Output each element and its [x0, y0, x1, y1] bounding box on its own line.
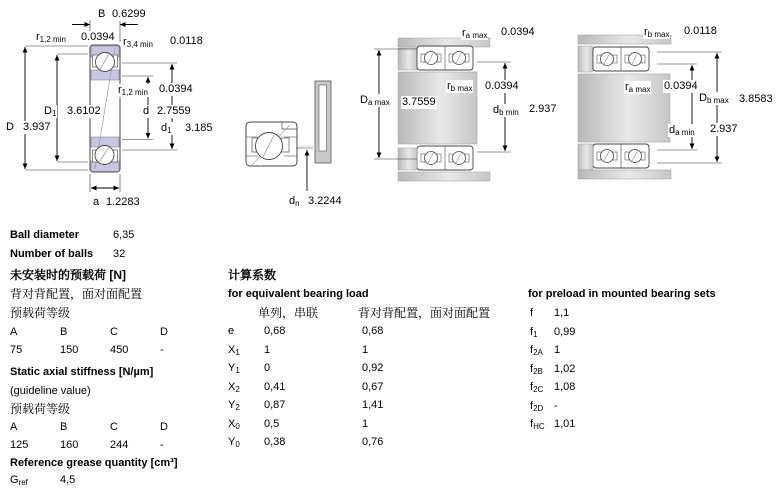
- factors-col2-header: 背对背配置，面对面配置: [358, 306, 491, 320]
- dim-Db-max-symbol: $D_{b max}$: [699, 92, 729, 105]
- factor-X2-symbol: $X_2$: [228, 381, 240, 394]
- ball-diameter-label: Ball diameter: [10, 229, 80, 241]
- factor-Y1-symbol: $Y_1$: [228, 362, 240, 375]
- dim-D-value: 3.937: [23, 121, 51, 133]
- factors-subtitle: for equivalent bearing load: [228, 288, 369, 300]
- dim-Da-max-symbol: $D_{a max}$: [360, 94, 390, 107]
- dim-rb-max-symbol: $r_{b max}$: [447, 80, 473, 93]
- preload-value-C: 450: [110, 344, 129, 356]
- pf-f2B-symbol: $f_{2B}$: [530, 363, 543, 376]
- factor-Y1-v1: 0: [264, 362, 271, 374]
- preload-arrangement: 背对背配置，面对面配置: [10, 287, 143, 301]
- stiffness-title: Static axial stiffness [N/µm]: [10, 366, 154, 378]
- factor-Y0-v1: 0,38: [264, 436, 286, 448]
- factor-X0-symbol: $X_0$: [228, 418, 240, 431]
- pf-f1-symbol: $f_1$: [530, 326, 538, 339]
- factor-e-symbol: e: [228, 325, 235, 337]
- factor-X2-v1: 0,41: [264, 381, 286, 393]
- preload-header-C: C: [110, 326, 118, 338]
- dim-db-min-symbol: $d_{b min}$: [493, 104, 519, 117]
- ball-diameter-value: 6,35: [113, 229, 135, 241]
- dim-rb-max2-value: 0.0118: [684, 25, 717, 37]
- dim-db-min-value: 2.937: [529, 103, 557, 115]
- dim-r34-symbol: $r_{3,4 min}$: [123, 36, 153, 49]
- stiffness-subtitle: (guideline value): [10, 385, 91, 397]
- pf-fHC-symbol: $f_{HC}$: [530, 418, 545, 431]
- dim-d-symbol: d: [143, 105, 150, 117]
- factor-X1-v2: 1: [362, 344, 369, 356]
- factor-Y2-symbol: $Y_2$: [228, 399, 240, 412]
- dim-d1-value: 3.185: [185, 122, 213, 134]
- factor-X0-v1: 0,5: [264, 418, 280, 430]
- factors-col1-header: 单列，串联: [258, 306, 319, 320]
- dim-D1-symbol: $D_1$: [44, 105, 57, 118]
- dim-ra-max2-symbol: $r_{a max}$: [625, 81, 651, 94]
- dim-r12-right-symbol: $r_{1,2 min}$: [118, 84, 148, 97]
- pf-f2C-symbol: $f_{2C}$: [530, 381, 544, 394]
- dim-rb-max-value: 0.0394: [485, 80, 519, 92]
- number-of-balls-label: Number of balls: [10, 248, 94, 260]
- dim-D-symbol: D: [6, 121, 14, 133]
- stiffness-header-C: C: [110, 421, 118, 433]
- pf-f1-value: 0,99: [554, 326, 576, 338]
- factor-Y1-v2: 0,92: [362, 362, 384, 374]
- dim-da-min-value: 2.937: [710, 123, 738, 135]
- dim-rb-max2-symbol: $r_{b max}$: [644, 26, 670, 39]
- preload-class-label: 预载荷等级: [10, 306, 71, 320]
- dim-dn-value: 3.2244: [308, 195, 342, 207]
- dim-da-min-symbol: $d_{a min}$: [669, 124, 695, 137]
- pf-f2B-value: 1,02: [554, 363, 576, 375]
- dim-D1-value: 3.6102: [67, 105, 101, 117]
- dim-ra-max2-value: 0.0394: [664, 80, 698, 92]
- dim-r12-top-value: 0.0394: [81, 31, 115, 43]
- dim-a-value: 1.2283: [106, 196, 140, 208]
- dim-d1-symbol: $d_1$: [161, 122, 172, 135]
- preload-value-B: 150: [60, 344, 79, 356]
- pf-f2A-symbol: $f_{2A}$: [530, 344, 543, 357]
- preload-header-D: D: [160, 326, 168, 338]
- factor-Y0-symbol: $Y_0$: [228, 436, 240, 449]
- preload-header-B: B: [60, 326, 68, 338]
- factor-Y2-v1: 0,87: [264, 399, 286, 411]
- preload-value-A: 75: [10, 344, 23, 356]
- stiffness-header-B: B: [60, 421, 68, 433]
- dim-ra-max-value: 0.0394: [501, 26, 535, 38]
- dim-dn-symbol: $d_n$: [289, 195, 300, 208]
- dim-r12-right-value: 0.0394: [159, 83, 193, 95]
- dim-B-symbol: B: [98, 8, 106, 20]
- factor-Y0-v2: 0,76: [362, 436, 384, 448]
- stiffness-value-D: -: [160, 439, 164, 451]
- grease-symbol: $G_{ref}$: [10, 474, 28, 487]
- dim-r34-value: 0.0118: [170, 35, 203, 47]
- dim-r12-top-symbol: $r_{1,2 min}$: [36, 31, 66, 44]
- pf-f-value: 1,1: [554, 307, 570, 319]
- pf-f2D-value: -: [554, 400, 558, 412]
- stiffness-class-label: 预载荷等级: [10, 402, 71, 416]
- number-of-balls-value: 32: [113, 248, 126, 260]
- factor-e-v2: 0,68: [362, 325, 384, 337]
- factor-X1-symbol: $X_1$: [228, 344, 240, 357]
- pf-f-symbol: f: [530, 307, 534, 319]
- pf-fHC-value: 1,01: [554, 418, 576, 430]
- factors-title: 计算系数: [228, 268, 277, 282]
- stiffness-value-A: 125: [10, 439, 29, 451]
- stiffness-header-A: A: [10, 421, 18, 433]
- grease-value: 4,5: [60, 474, 76, 486]
- preload-value-D: -: [160, 344, 164, 356]
- dim-d-value: 2.7559: [157, 105, 191, 117]
- pf-f2D-symbol: $f_{2D}$: [530, 400, 544, 413]
- dim-a-symbol: a: [93, 196, 100, 208]
- dim-B-value: 0.6299: [112, 8, 146, 20]
- pf-f2C-value: 1,08: [554, 381, 576, 393]
- dim-Da-max-value: 3.7559: [402, 96, 436, 108]
- factor-X2-v2: 0,67: [362, 381, 384, 393]
- preload-title: 未安装时的预载荷 [N]: [10, 268, 126, 282]
- preload-factors-title: for preload in mounted bearing sets: [528, 288, 716, 300]
- dim-Db-max-value: 3.8583: [739, 93, 773, 105]
- stiffness-value-C: 244: [110, 439, 129, 451]
- stiffness-header-D: D: [160, 421, 168, 433]
- factor-e-v1: 0,68: [264, 325, 286, 337]
- grease-title: Reference grease quantity [cm³]: [10, 457, 178, 469]
- dim-ra-max-symbol: $r_{a max}$: [462, 27, 488, 40]
- stiffness-value-B: 160: [60, 439, 79, 451]
- factor-Y2-v2: 1,41: [362, 399, 384, 411]
- factor-X0-v2: 1: [362, 418, 369, 430]
- preload-header-A: A: [10, 326, 18, 338]
- factor-X1-v1: 1: [264, 344, 271, 356]
- pf-f2A-value: 1: [554, 344, 561, 356]
